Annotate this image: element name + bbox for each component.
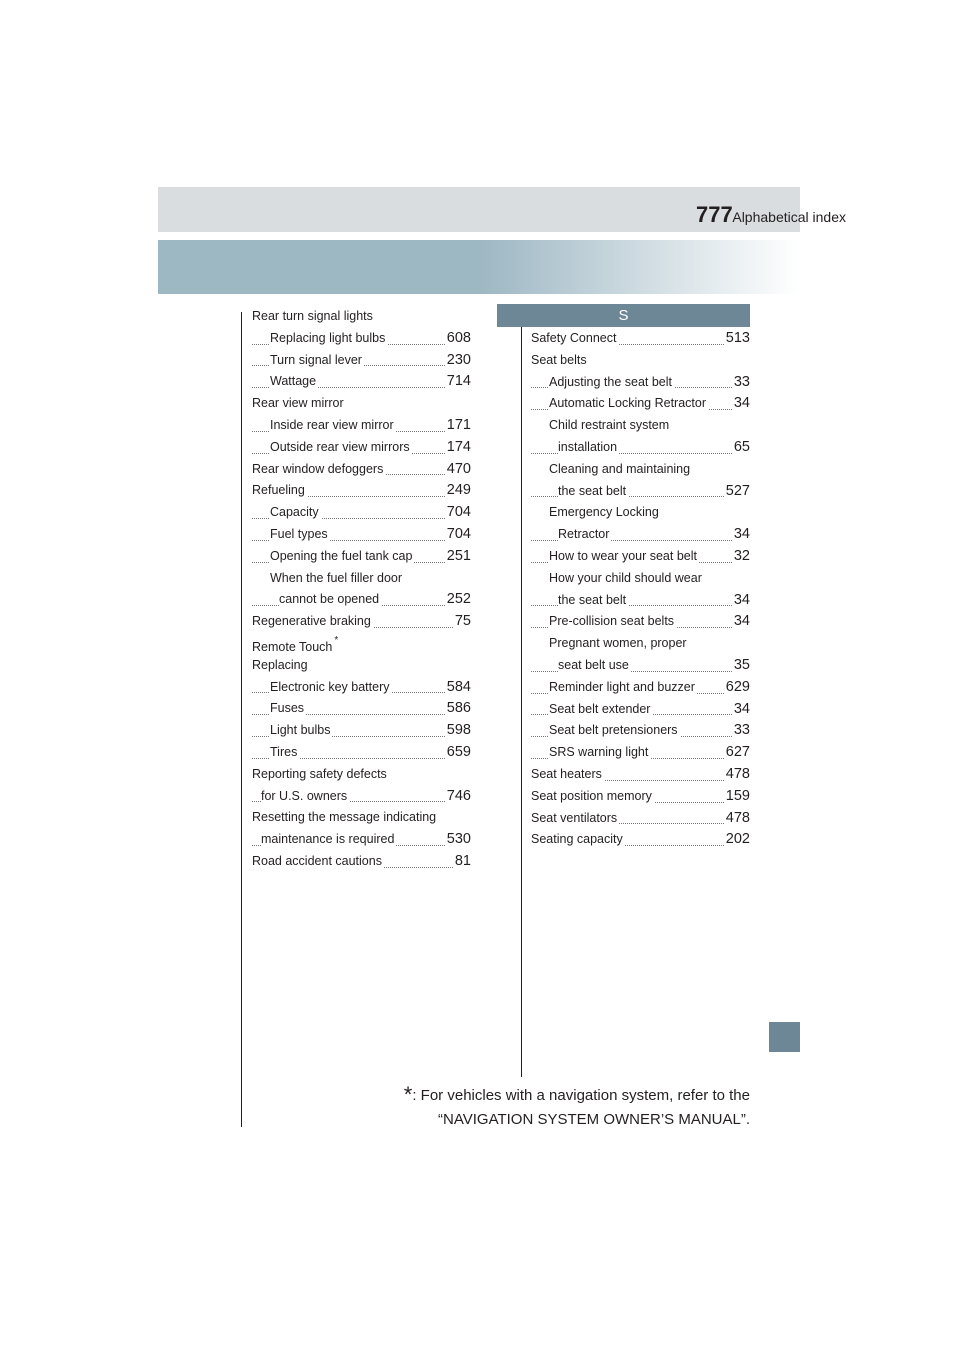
index-entry-text: Rear view mirror [252, 396, 344, 411]
index-entry-text: Wattage [270, 374, 317, 389]
index-entry-text: for U.S. owners [261, 788, 348, 803]
index-entry-page: 34 [732, 699, 750, 721]
index-entry-text: seat belt use [558, 657, 629, 672]
index-entry [252, 786, 471, 808]
index-entry-text: Inside rear view mirror [270, 417, 394, 432]
index-entry-text: Capacity [270, 505, 319, 520]
index-entry [531, 393, 750, 415]
index-entry-page: 530 [445, 829, 471, 851]
index-entry-text: installation [558, 439, 618, 454]
index-entry [252, 742, 471, 764]
index-entry-text: Resetting the message indicating [252, 810, 437, 825]
index-entry-text: Replacing light bulbs [270, 330, 386, 345]
index-entry [252, 611, 471, 633]
index-entry-page: 584 [445, 677, 471, 699]
index-entry-text: Cleaning and maintaining [549, 461, 691, 476]
index-entry-text: Light bulbs [270, 723, 331, 738]
index-entry [252, 589, 471, 611]
index-entry-text: When the fuel filler door [270, 570, 403, 585]
index-entry-page: 470 [445, 459, 471, 481]
index-entry-text: Seat ventilators [531, 810, 618, 825]
index-entry [531, 720, 750, 742]
footnote-marker: * [334, 634, 339, 646]
index-entry [531, 699, 750, 721]
index-entry-text: How your child should wear [549, 570, 702, 585]
index-entry [531, 437, 750, 459]
index-entry-page: 513 [724, 328, 750, 350]
index-entry [531, 328, 750, 350]
index-entry [531, 611, 750, 633]
index-entry-text: Outside rear view mirrors [270, 439, 410, 454]
index-column-right [531, 328, 750, 851]
index-entry-text: Adjusting the seat belt [549, 374, 672, 389]
index-entry-page: 35 [732, 655, 750, 677]
index-entry-page: 230 [445, 350, 471, 372]
index-entry-page: 629 [724, 677, 750, 699]
index-entry [531, 829, 750, 851]
index-entry-text: SRS warning light [549, 745, 649, 760]
index-entry [252, 502, 471, 524]
index-entry [531, 808, 750, 830]
index-entry-page: 704 [445, 524, 471, 546]
index-entry [531, 764, 750, 786]
index-entry [531, 546, 750, 568]
index-entry-text: Replacing [252, 657, 308, 672]
index-entry-page: 659 [445, 742, 471, 764]
index-entry [252, 546, 471, 568]
index-entry [252, 350, 471, 372]
index-entry-text: Rear window defoggers [252, 461, 384, 476]
index-entry-text: Retractor [558, 527, 610, 542]
index-entry [531, 415, 750, 437]
index-entry-text: Refueling [252, 483, 305, 498]
index-entry-text: Road accident cautions [252, 853, 382, 868]
index-entry-page: 65 [732, 437, 750, 459]
index-entry-text: Reminder light and buzzer [549, 679, 695, 694]
index-entry [531, 502, 750, 524]
left-margin-rule [241, 312, 242, 1127]
index-entry-page: 202 [724, 829, 750, 851]
index-entry [252, 371, 471, 393]
index-entry-text: Pregnant women, proper [549, 636, 687, 651]
index-entry [531, 786, 750, 808]
index-entry [531, 372, 750, 394]
index-entry-page: 478 [724, 764, 750, 786]
index-column-left [252, 306, 471, 873]
index-entry [252, 568, 471, 590]
index-side-tab [769, 1022, 800, 1052]
footnote-line1: : For vehicles with a navigation system, refer to the [412, 1087, 750, 1104]
index-entry-text: the seat belt [558, 483, 627, 498]
header-title: Alphabetical index [732, 209, 846, 225]
index-entry [252, 807, 471, 829]
index-entry [252, 829, 471, 851]
index-entry-page: 32 [732, 546, 750, 568]
index-entry-text: cannot be opened [279, 592, 380, 607]
index-entry-text: Emergency Locking [549, 505, 659, 520]
index-entry [252, 720, 471, 742]
index-entry-page: 34 [732, 590, 750, 612]
index-entry-page: 33 [732, 372, 750, 394]
index-entry-page: 252 [445, 589, 471, 611]
index-entry-text: Seating capacity [531, 832, 623, 847]
index-entry [531, 350, 750, 372]
index-entry [252, 415, 471, 437]
index-entry-page: 627 [724, 742, 750, 764]
page-number: 777 [696, 202, 733, 227]
index-entry-text: Seat belts [531, 352, 587, 367]
index-entry-page: 527 [724, 481, 750, 503]
index-entry [531, 568, 750, 590]
index-entry-text: Pre-collision seat belts [549, 614, 675, 629]
index-entry-page: 746 [445, 786, 471, 808]
index-entry-text: Regenerative braking [252, 614, 371, 629]
index-entry-page: 34 [732, 524, 750, 546]
index-entry [252, 524, 471, 546]
index-entry [252, 851, 471, 873]
index-entry-text: Fuses [270, 701, 305, 716]
index-entry-text: Safety Connect [531, 331, 617, 345]
index-entry-text: Opening the fuel tank cap [270, 548, 413, 563]
index-entry [531, 677, 750, 699]
index-entry-text: Tires [270, 744, 298, 759]
index-entry [252, 437, 471, 459]
index-entry [252, 306, 471, 328]
index-entry-page: 586 [445, 698, 471, 720]
index-entry-text: Remote Touch [252, 640, 333, 655]
index-entry-text: Fuel types [270, 526, 328, 541]
index-entry [531, 524, 750, 546]
index-entry [531, 481, 750, 503]
index-entry-page: 174 [445, 437, 471, 459]
index-entry [531, 633, 750, 655]
index-entry [252, 677, 471, 699]
index-entry-page: 75 [453, 611, 471, 633]
index-entry [252, 393, 471, 415]
index-entry-page: 478 [724, 808, 750, 830]
index-entry [531, 459, 750, 481]
index-entry [252, 459, 471, 481]
index-entry-page: 33 [732, 720, 750, 742]
index-entry [531, 655, 750, 677]
index-entry-page: 249 [445, 480, 471, 502]
index-entry-text: the seat belt [558, 592, 627, 607]
footnote-star: * [403, 1082, 413, 1107]
index-entry [252, 698, 471, 720]
index-entry-page: 704 [445, 502, 471, 524]
index-entry-page: 81 [453, 851, 471, 873]
index-entry [531, 590, 750, 612]
index-entry-text: Seat heaters [531, 766, 602, 781]
index-entry-page: 159 [724, 786, 750, 808]
index-entry-text: Child restraint system [549, 418, 670, 433]
index-entry-text: Rear turn signal lights [252, 309, 373, 323]
index-entry-page: 171 [445, 415, 471, 437]
index-entry-text: How to wear your seat belt [549, 548, 697, 563]
index-entry [252, 764, 471, 786]
index-entry [531, 742, 750, 764]
index-entry-text: Seat belt extender [549, 701, 651, 716]
index-entry-page: 34 [732, 611, 750, 633]
index-entry-page: 251 [445, 546, 471, 568]
footnote-line2: “NAVIGATION SYSTEM OWNER’S MANUAL”. [438, 1111, 750, 1128]
index-entry-text: maintenance is required [261, 832, 395, 847]
index-entry [252, 328, 471, 350]
index-entry-text: Reporting safety defects [252, 766, 387, 781]
index-entry-page: 34 [732, 393, 750, 415]
index-entry-page: 598 [445, 720, 471, 742]
index-entry [252, 655, 471, 677]
column-divider [521, 305, 522, 1077]
index-entry [252, 633, 471, 655]
index-entry-text: Seat belt pretensioners [549, 723, 678, 738]
index-entry-text: Automatic Locking Retractor [549, 396, 707, 411]
index-entry-text: Seat position memory [531, 788, 652, 803]
section-letter-header: S [497, 304, 750, 327]
index-entry-text: Turn signal lever [270, 352, 362, 367]
index-entry [252, 480, 471, 502]
index-entry-page: 608 [445, 328, 471, 350]
footnote [404, 1083, 750, 1132]
section-banner [158, 240, 800, 294]
index-entry-text: Electronic key battery [270, 679, 390, 694]
index-entry-page: 714 [445, 371, 471, 393]
